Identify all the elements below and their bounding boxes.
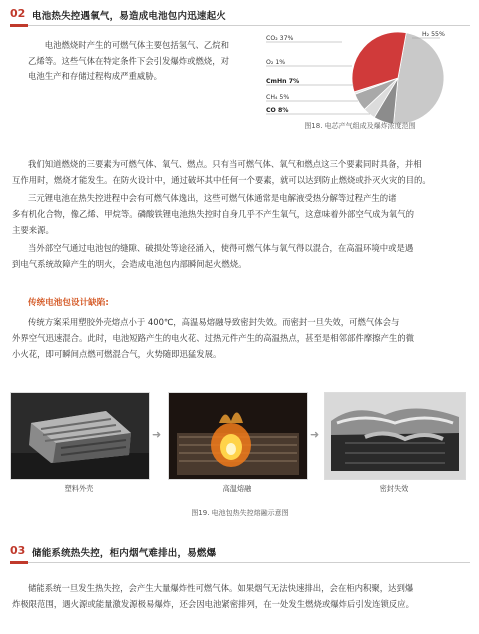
ess-paragraph — [12, 580, 468, 612]
section-accent-bar — [10, 24, 28, 27]
intro-paragraph — [28, 38, 260, 85]
body-line: 多有机化合物，像乙烯、甲烷等。磷酸铁锂电池热失控时自身几乎不产生氧气，这意味着外部空气成为氧气的 — [12, 209, 414, 219]
figure-19-caption: 图19. 电池包热失控熔融示意图 — [191, 509, 289, 517]
pie-label-H₂: H₂ 55% — [422, 31, 445, 38]
plastic-shell-image — [11, 393, 149, 479]
body-line: 小火花，即可瞬间点燃可燃混合气，火势随即迅猛发展。 — [12, 349, 222, 359]
defects-paragraph — [12, 314, 468, 362]
section-number: 02 — [10, 7, 26, 20]
body-line: 主要来源。 — [12, 225, 54, 235]
body-paragraph-1 — [12, 156, 468, 188]
section-number: 03 — [10, 544, 26, 557]
body-line: 储能系统一旦发生热失控，会产生大量爆炸性可燃气体。如果烟气无法快速排出，会在柜内积聚，达到爆 — [28, 583, 414, 593]
photo-caption-seal-failure: 密封失效 — [379, 484, 409, 493]
intro-line: 电池燃烧时产生的可燃气体主要包括氢气、乙烷和 — [44, 40, 230, 50]
figure-18-caption: 图18. 电芯产气组成及爆炸浓度范围 — [304, 122, 416, 130]
body-line: 炸极限范围，遇火源或能量激发源极易爆炸，还会因电池紧密排列，在一处发生燃烧或爆炸后引发连锁反应。 — [12, 599, 414, 609]
pie-label-O₂: O₂ 1% — [266, 59, 286, 66]
photo-caption-plastic-shell: 塑料外壳 — [64, 484, 94, 493]
body-line: 到电气系统故障产生的明火，会造成电池包内部瞬间起火燃烧。 — [12, 259, 247, 269]
body-line: 外界空气迅速混合。此时，电池短路产生的电火花、过热元件产生的高温热点，甚至是相邻部件摩擦产生的微 — [12, 333, 414, 343]
pie-label-CmHn: CmHn 7% — [266, 78, 300, 85]
pie-label-CO: CO 8% — [266, 107, 289, 114]
section-header-03 — [10, 544, 470, 563]
melting-fire-image — [169, 393, 307, 479]
body-line: 我们知道燃烧的三要素为可燃气体、氧气、燃点。只有当可燃气体、氧气和燃点这三个要素同时具备，并相 — [28, 159, 422, 169]
body-paragraph-2 — [12, 190, 468, 238]
photo-caption-high-temp-melting: 高温熔融 — [222, 484, 252, 493]
body-paragraph-3 — [12, 240, 468, 272]
section-title: 储能系统热失控，柜内烟气难排出，易燃爆 — [32, 548, 217, 559]
section-header-02 — [10, 7, 470, 26]
photo-seal-failure — [324, 392, 466, 480]
arrow-right-icon: ➜ — [152, 428, 162, 441]
section-title: 电池热失控遇氧气，易造成电池包内迅速起火 — [32, 11, 227, 22]
seal-failure-image — [325, 393, 465, 479]
pie-label-CO₂: CO₂ 37% — [266, 35, 294, 42]
pie-label-CH₄: CH₄ 5% — [266, 94, 290, 101]
intro-line: 乙烯等。这些气体在特定条件下会引发爆炸或燃烧，对 — [28, 55, 229, 66]
body-line: 传统方案采用塑胶外壳熔点小于 400℃，高温易熔融导致密封失效。而密封一旦失效，可燃气体会与 — [28, 317, 400, 327]
photo-high-temp-melting — [168, 392, 308, 480]
arrow-right-icon: ➜ — [310, 428, 320, 441]
photo-plastic-shell — [10, 392, 150, 480]
body-line: 三元锂电池在热失控进程中会有可燃气体逸出，这些可燃气体通常是电解液受热分解等过程产生的诸 — [28, 193, 397, 203]
body-line: 当外部空气通过电池包的缝隙、破损处等途径涌入，使得可燃气体与氧气得以混合，在高温环境中或是遇 — [28, 243, 414, 253]
body-line: 互作用时，燃烧才能发生。在防火设计中，通过破坏其中任何一个要素，就可以达到防止燃烧或扑灭火灾的目的。 — [12, 175, 431, 185]
defects-heading: 传统电池包设计缺陷: — [28, 298, 109, 308]
section-accent-bar — [10, 561, 28, 564]
intro-line: 电池生产和存储过程构成严重威胁。 — [28, 71, 162, 81]
